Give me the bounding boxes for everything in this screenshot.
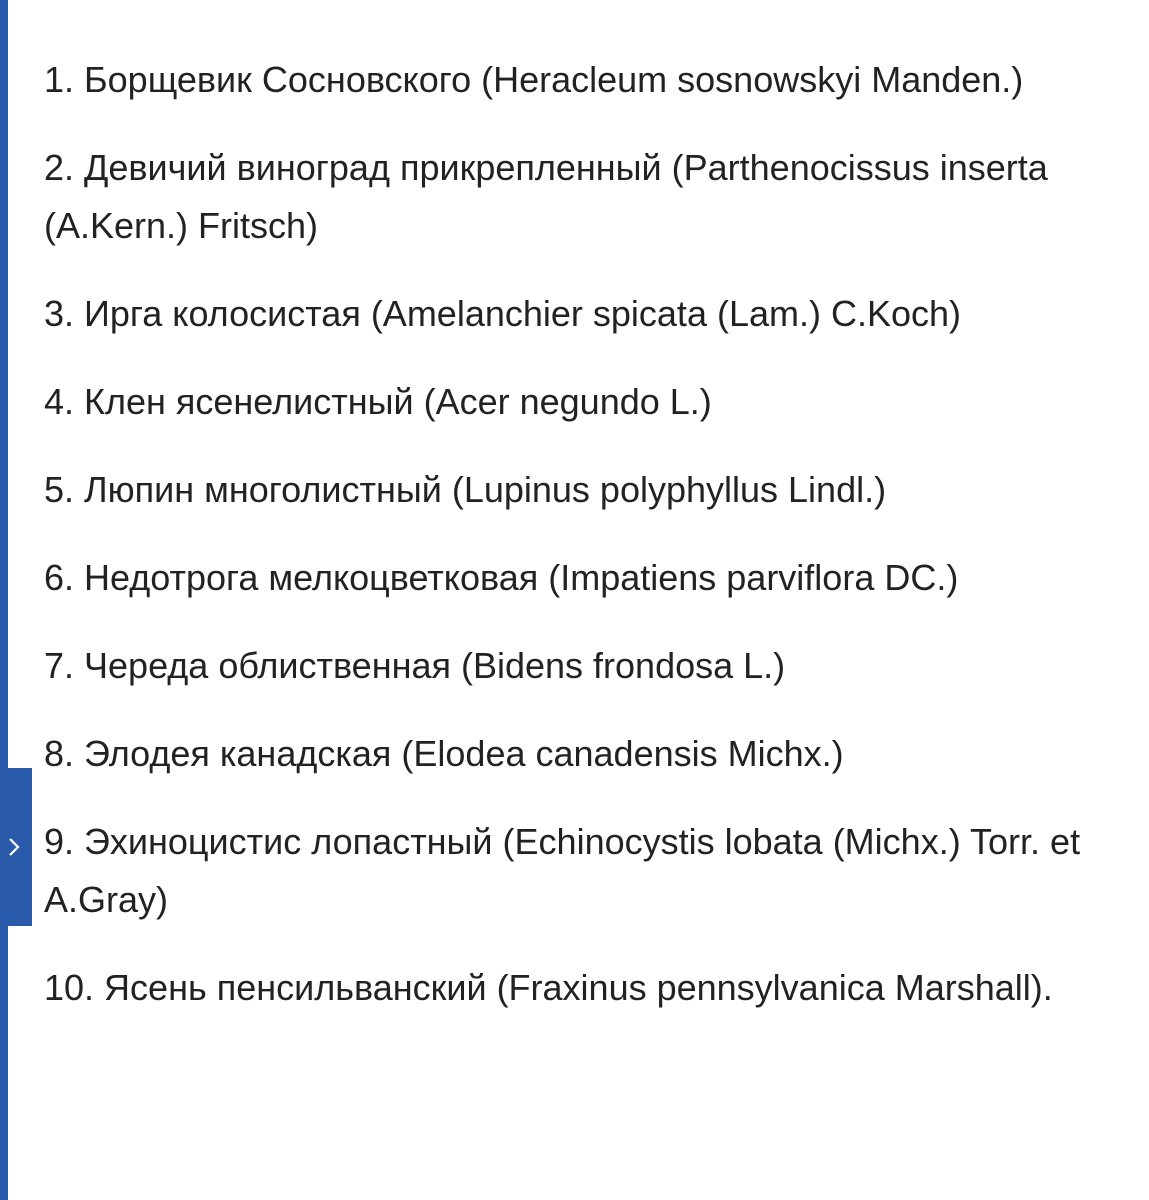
list-item: 2. Девичий виноград прикрепленный (Parthenocissus inserta (A.Kern.) Fritsch) [44, 147, 1048, 246]
species-list [44, 51, 1104, 1047]
left-accent-bar [0, 0, 8, 1200]
list-item: 5. Люпин многолистный (Lupinus polyphyllus Lindl.) [44, 469, 887, 510]
list-item: 3. Ирга колосистая (Amelanchier spicata (Lam.) C.Koch) [44, 293, 962, 334]
list-item: 7. Череда облиственная (Bidens frondosa L.) [44, 645, 786, 686]
side-panel-toggle-button[interactable] [0, 768, 32, 926]
list-item: 9. Эхиноцистис лопастный (Echinocystis lobata (Michx.) Torr. et A.Gray) [44, 821, 1081, 920]
chevron-right-icon [6, 835, 22, 859]
list-item: 8. Элодея канадская (Elodea canadensis Michx.) [44, 733, 844, 774]
list-item: 1. Борщевик Сосновского (Heracleum sosnowskyi Manden.) [44, 59, 1024, 100]
list-item: 6. Недотрога мелкоцветковая (Impatiens parviflora DC.) [44, 557, 959, 598]
list-item: 10. Ясень пенсильванский (Fraxinus pennsylvanica Marshall). [44, 967, 1053, 1008]
list-item: 4. Клен ясенелистный (Acer negundo L.) [44, 381, 712, 422]
